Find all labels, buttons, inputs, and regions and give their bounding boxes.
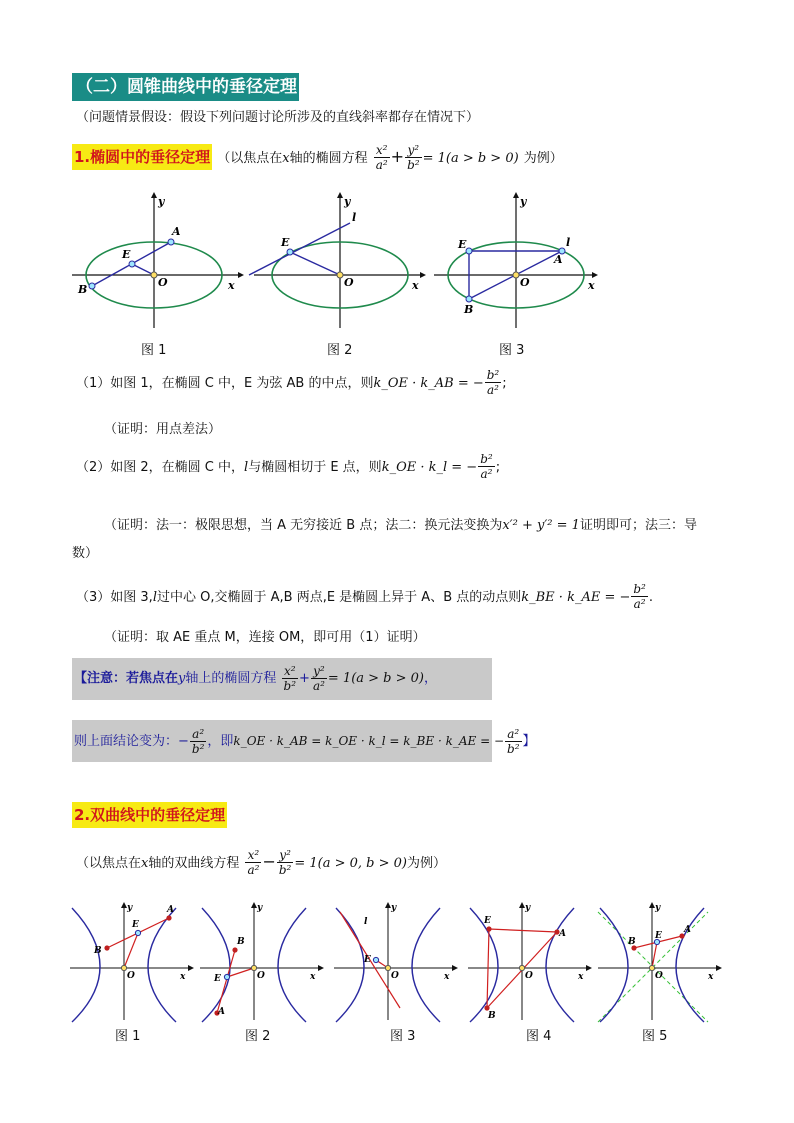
svg-text:y: y xyxy=(127,903,133,913)
svg-text:A: A xyxy=(559,929,566,939)
section-title: （二）圆锥曲线中的垂径定理 xyxy=(72,73,299,101)
svg-text:y: y xyxy=(257,903,263,913)
svg-text:E: E xyxy=(281,236,290,249)
svg-text:A: A xyxy=(167,905,174,915)
ellipse-item-2: （2）如图 2，在椭圆 C 中，l与椭圆相切于 E 点，则k_OE · k_l = − $\frac{\text{b²}}{\text{a²}}$ ; xyxy=(76,452,501,481)
svg-text:E: E xyxy=(458,238,467,251)
ellipse-figure-2 xyxy=(249,192,426,328)
svg-text:E: E xyxy=(132,920,139,930)
hyperbola-fig1-label: 图 1 xyxy=(115,1029,141,1044)
svg-text:A: A xyxy=(172,225,181,238)
svg-text:B: B xyxy=(464,303,474,316)
svg-text:y: y xyxy=(158,195,165,208)
svg-text:B: B xyxy=(94,946,102,956)
svg-text:y: y xyxy=(525,903,531,913)
svg-text:x: x xyxy=(412,279,419,292)
ellipse-heading-row: 1.椭圆中的垂径定理 （以焦点在x轴的椭圆方程 $\frac{\text{x²}}{\text{a²}}$ + $\frac{\text{y²}}{\text{b²}}$ = 1(a > b > 0) 为例） xyxy=(74,143,563,172)
svg-text:l: l xyxy=(352,211,357,224)
svg-text:y: y xyxy=(655,903,661,913)
ellipse-intro-mid: 轴的椭圆方程 xyxy=(289,151,368,166)
svg-text:O: O xyxy=(127,971,135,981)
ellipse-figure-3 xyxy=(434,192,598,328)
hyperbola-figure-3 xyxy=(334,902,458,1022)
svg-text:y: y xyxy=(344,195,351,208)
hyperbola-figure-4 xyxy=(468,902,592,1022)
svg-text:E: E xyxy=(214,974,221,984)
item2-proof-cont: 数） xyxy=(72,546,99,561)
frac-y2-b2: $\frac{\text{y²}}{\text{b²}}$ xyxy=(407,143,420,172)
hyperbola-fig2-label: 图 2 xyxy=(245,1029,271,1044)
ellipse-intro-suffix: 为例） xyxy=(523,151,563,166)
hyperbola-fig4-label: 图 4 xyxy=(526,1029,552,1044)
hyperbola-heading: 2.双曲线中的垂径定理 xyxy=(72,802,227,828)
svg-text:E: E xyxy=(655,931,662,941)
svg-text:x: x xyxy=(228,279,235,292)
svg-text:x: x xyxy=(180,972,186,982)
hyperbola-intro: （以焦点在x轴的双曲线方程 $\frac{\text{x²}}{\text{a²}}$ − $\frac{\text{y²}}{\text{b²}}$ = 1(a > 0, b > 0)为例） xyxy=(76,848,446,877)
frac-x2-a2: $\frac{\text{x²}}{\text{a²}}$ xyxy=(375,143,388,172)
assumption-text: （问题情景假设：假设下列问题讨论所涉及的直线斜率都存在情况下） xyxy=(76,110,480,125)
svg-text:A: A xyxy=(684,925,691,935)
svg-text:A: A xyxy=(218,1007,225,1017)
hyperbola-fig3-label: 图 3 xyxy=(390,1029,416,1044)
ellipse-item-1: （1）如图 1，在椭圆 C 中，E 为弦 AB 的中点，则k_OE · k_AB = − $\frac{\text{b²}}{\text{a²}}$ ; xyxy=(76,368,507,397)
item2-proof: （证明：法一：极限思想，当 A 无穷接近 B 点；法二：换元法变换为x′² + y′² = 1证明即可；法三：导 xyxy=(104,518,697,533)
svg-text:O: O xyxy=(344,276,354,289)
note-line-2: 则上面结论变为：− $\frac{\text{a²}}{\text{b²}}$ ，即k_OE · k_AB = k_OE · k_l = k_BE · k_AE = − $\frac{\text{a²}}{\text{b²}}$ 】 xyxy=(72,720,492,762)
ellipse-eq-tail: = 1(a > b > 0) xyxy=(422,151,519,166)
ellipse-intro-prefix: （以焦点在 xyxy=(217,151,283,166)
svg-text:y: y xyxy=(520,195,527,208)
ellipse-figure-1 xyxy=(72,192,244,328)
svg-text:x: x xyxy=(588,279,595,292)
item1-formula: k_OE · k_AB = − xyxy=(373,376,484,391)
svg-text:y: y xyxy=(391,903,397,913)
svg-text:l: l xyxy=(566,236,571,249)
svg-text:B: B xyxy=(488,1011,496,1021)
svg-text:O: O xyxy=(520,276,530,289)
ellipse-fig3-label: 图 3 xyxy=(499,343,525,358)
svg-text:E: E xyxy=(364,955,371,965)
item1-proof: （证明：用点差法） xyxy=(104,422,222,437)
svg-text:l: l xyxy=(364,917,368,927)
ellipse-heading: 1.椭圆中的垂径定理 xyxy=(72,144,212,170)
svg-text:x: x xyxy=(578,972,584,982)
svg-text:O: O xyxy=(525,971,533,981)
ellipse-fig2-label: 图 2 xyxy=(327,343,353,358)
hyperbola-figure-5 xyxy=(598,902,722,1022)
hyperbola-figure-2 xyxy=(200,902,324,1022)
svg-text:O: O xyxy=(655,971,663,981)
note-line-1: 【注意：若焦点在y轴上的椭圆方程 $\frac{\text{x²}}{\text{b²}}$ + $\frac{\text{y²}}{\text{a²}}$ = 1(a > b > 0)， xyxy=(72,658,492,700)
svg-text:O: O xyxy=(391,971,399,981)
svg-text:B: B xyxy=(628,937,636,947)
svg-text:x: x xyxy=(708,972,714,982)
ellipse-intro-var: x xyxy=(282,151,290,166)
hyperbola-figure-1 xyxy=(70,902,194,1022)
ellipse-figures xyxy=(68,188,608,338)
ellipse-item-3: （3）如图 3,l过中心 O,交椭圆于 A,B 两点,E 是椭圆上异于 A、B 点的动点则k_BE · k_AE = − $\frac{\text{b²}}{\text{a²}}$ . xyxy=(76,582,654,611)
svg-text:O: O xyxy=(257,971,265,981)
hyperbola-figures xyxy=(68,898,732,1024)
svg-text:A: A xyxy=(554,253,563,266)
svg-text:B: B xyxy=(237,937,245,947)
item3-proof: （证明：取 AE 重点 M，连接 OM，即可用（1）证明） xyxy=(104,630,426,645)
ellipse-fig1-label: 图 1 xyxy=(141,343,167,358)
svg-text:x: x xyxy=(310,972,316,982)
svg-text:O: O xyxy=(158,276,168,289)
hyperbola-heading-row xyxy=(72,803,227,827)
svg-text:E: E xyxy=(484,916,491,926)
svg-text:x: x xyxy=(444,972,450,982)
svg-text:E: E xyxy=(122,248,131,261)
svg-text:B: B xyxy=(78,283,88,296)
hyperbola-fig5-label: 图 5 xyxy=(642,1029,668,1044)
